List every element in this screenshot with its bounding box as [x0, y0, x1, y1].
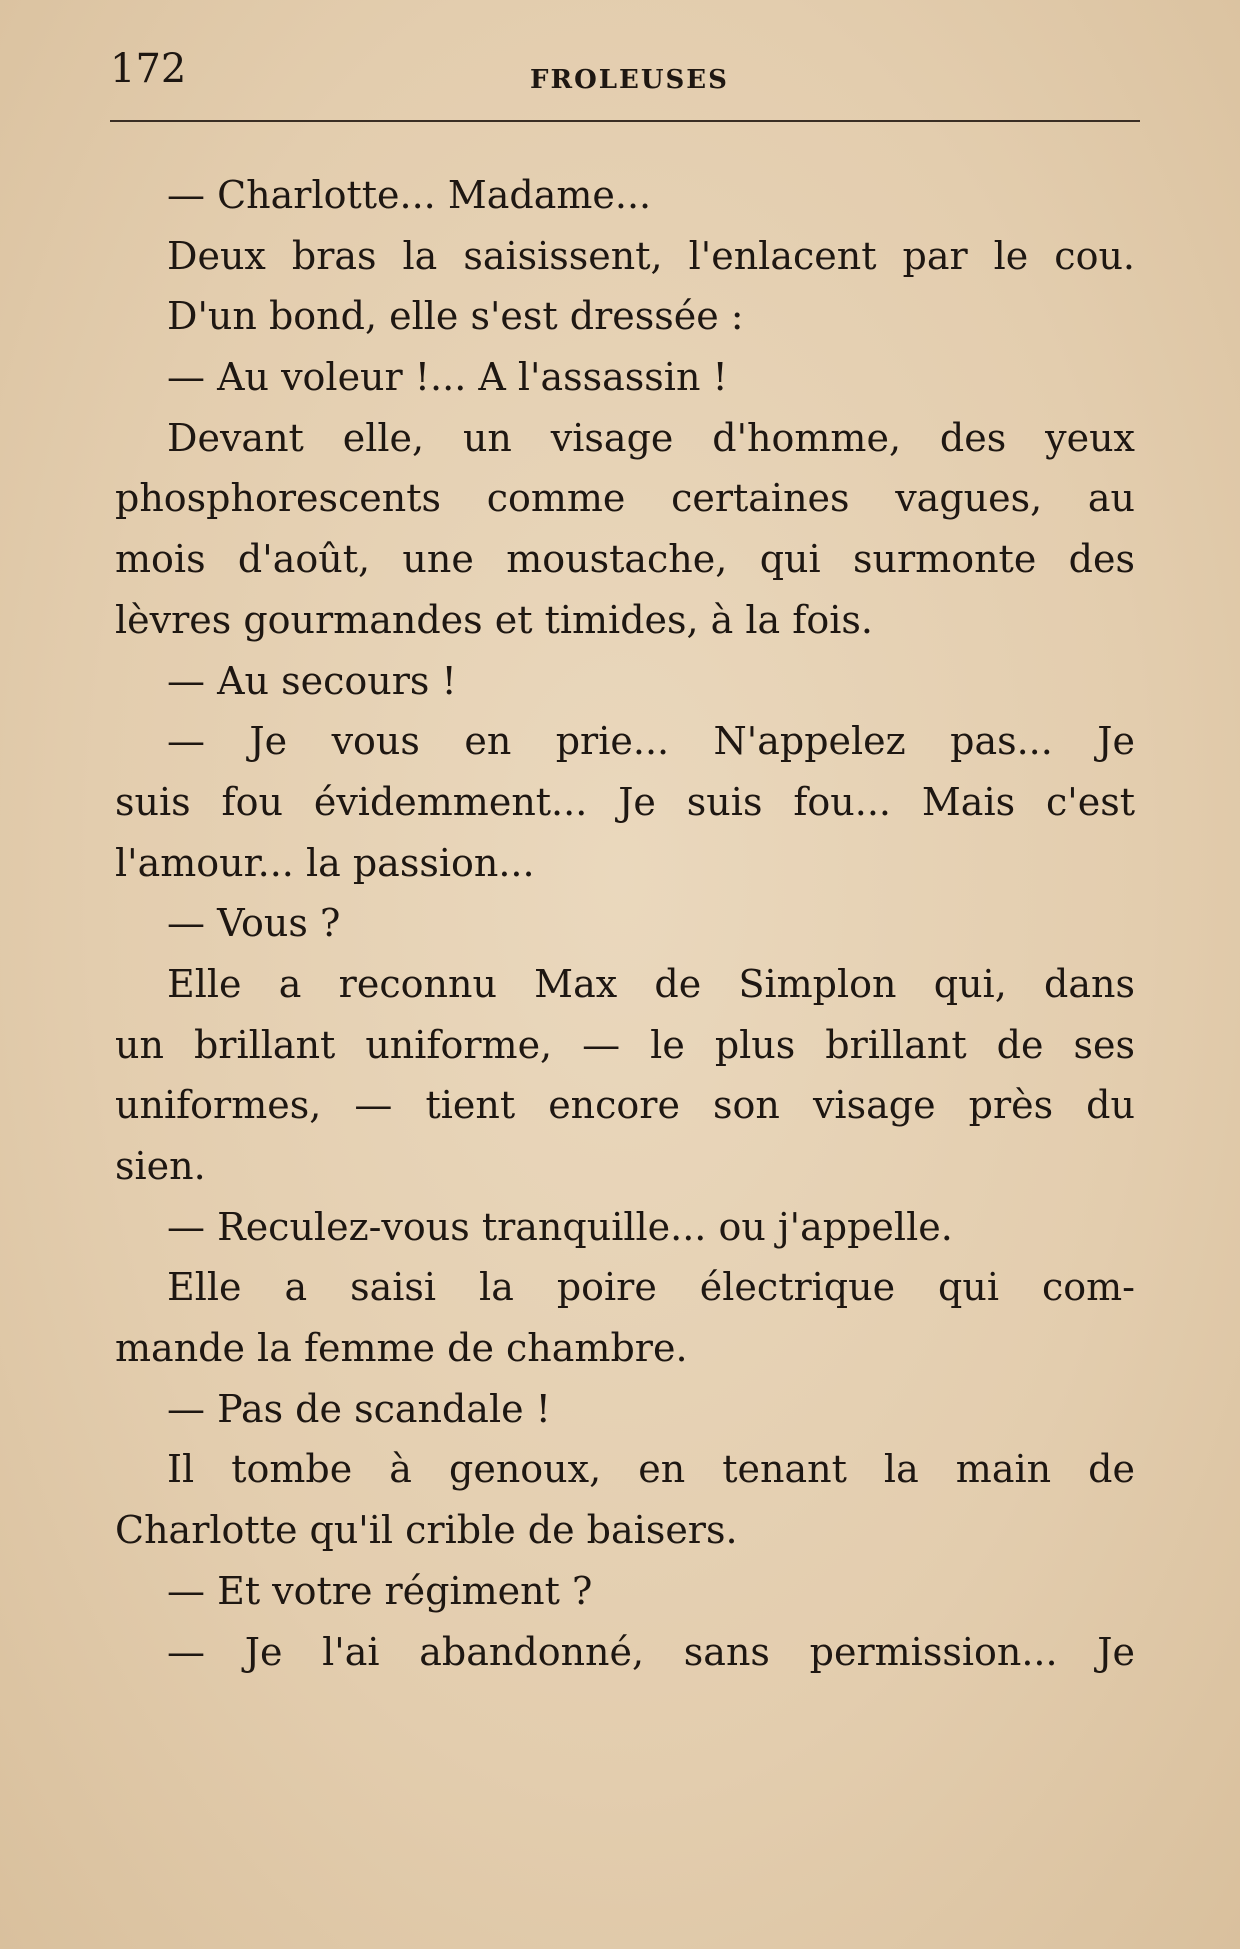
- text-line: Devant elle, un visage d'homme, des yeux: [167, 415, 1135, 460]
- header-rule: [110, 120, 1140, 122]
- text-line: mois d'août, une moustache, qui surmonte des: [115, 537, 1135, 582]
- text-line: — Et votre régiment ?: [167, 1568, 593, 1613]
- page-number: 172: [110, 46, 187, 92]
- text-line: D'un bond, elle s'est dressée :: [167, 294, 744, 339]
- text-line: — Au secours !: [167, 658, 457, 703]
- text-line: Elle a saisi la poire électrique qui com-: [167, 1265, 1135, 1310]
- text-line: un brillant uniforme, — le plus brillant de ses: [115, 1022, 1135, 1067]
- text-line: l'amour... la passion...: [115, 840, 535, 885]
- text-line: — Vous ?: [167, 901, 341, 946]
- running-title: FROLEUSES: [530, 65, 729, 95]
- body-text: [115, 165, 1135, 1682]
- text-line: Il tombe à genoux, en tenant la main de: [167, 1447, 1135, 1492]
- text-line: suis fou évidemment... Je suis fou... Mais c'est: [115, 779, 1135, 824]
- text-line: Charlotte qu'il crible de baisers.: [115, 1508, 738, 1553]
- text-line: — Pas de scandale !: [167, 1386, 551, 1431]
- text-line: sien.: [115, 1144, 206, 1188]
- text-line: Deux bras la saisissent, l'enlacent par le cou.: [167, 233, 1135, 278]
- text-line: Elle a reconnu Max de Simplon qui, dans: [167, 961, 1135, 1006]
- text-line: phosphorescents comme certaines vagues, au: [115, 476, 1135, 521]
- text-line: — Charlotte... Madame...: [167, 173, 652, 217]
- text-line: — Reculez-vous tranquille... ou j'appelle.: [167, 1204, 953, 1249]
- text-line: — Je vous en prie... N'appelez pas... Je: [167, 719, 1135, 764]
- text-line: uniformes, — tient encore son visage près du: [115, 1083, 1135, 1128]
- text-line: — Je l'ai abandonné, sans permission... Je: [167, 1629, 1135, 1674]
- text-line: lèvres gourmandes et timides, à la fois.: [115, 597, 873, 642]
- text-line: mande la femme de chambre.: [115, 1326, 688, 1371]
- text-line: — Au voleur !... A l'assassin !: [167, 355, 728, 400]
